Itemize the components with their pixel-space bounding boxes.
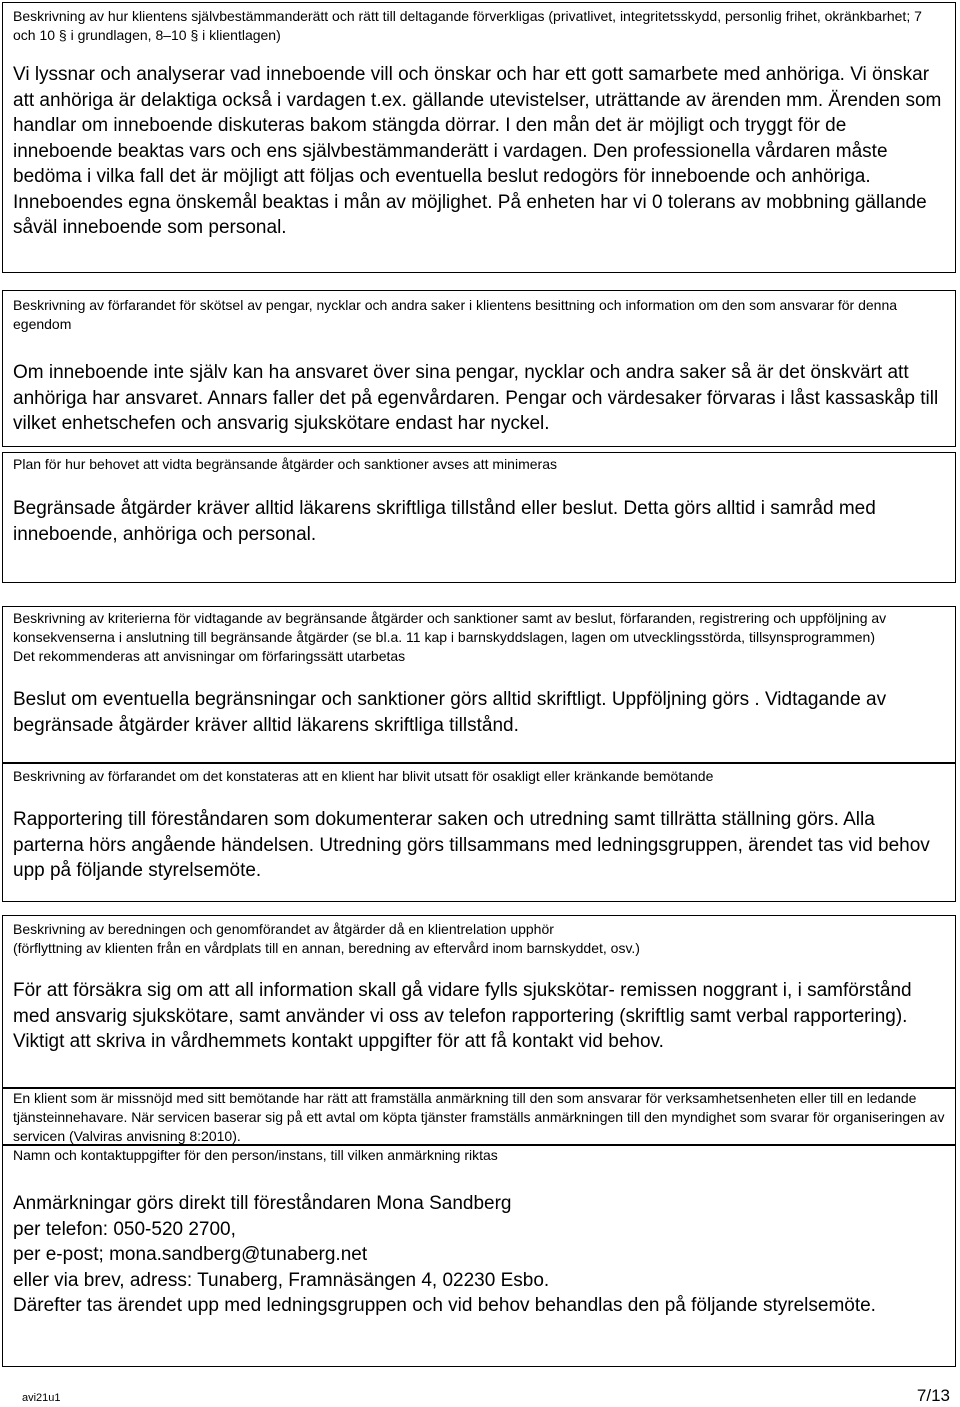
contact-line: Anmärkningar görs direkt till föreståndaren Mona Sandberg xyxy=(13,1193,512,1214)
section-subheading: (förflyttning av klienten från en vårdplats till en annan, beredning av eftervård inom barnskyddet, osv.) xyxy=(13,940,640,956)
section-heading: Beskrivning av kriterierna för vidtagande av begränsande åtgärder och sanktioner samt av beslut, förfaranden, registrering och uppföljning av konsekvenserna i anslutning till begränsande åtgärder (se bl.a. 11 kap i barnskyddslagen, lagen om utvecklingsstörda, tillsynsprogrammen) xyxy=(13,610,887,645)
document-id: avi21u1 xyxy=(22,1392,61,1404)
section-heading: Beskrivning av hur klientens självbestämmanderätt och rätt till deltagande förverkligas (privatlivet, integritetsskydd, personlig frihet, okränkbarhet; 7 och 10 § i grundlagen, 8–10 § i klientlagen) xyxy=(13,8,922,43)
section-complaint-contact xyxy=(2,1145,956,1367)
section-subheading: Det rekommenderas att anvisningar om förfaringssätt utarbetas xyxy=(13,648,406,664)
page-number: 7/13 xyxy=(916,1386,950,1405)
section-mistreatment xyxy=(2,763,956,902)
section-heading: Beskrivning av förfarandet för skötsel av pengar, nycklar och andra saker i klientens besittning och information om den som ansvarar för denna egendom xyxy=(13,297,898,332)
section-heading: Beskrivning av beredningen och genomförandet av åtgärder då en klientrelation upphör xyxy=(13,921,554,937)
section-body: Vi lyssnar och analyserar vad inneboende vill och önskar och har ett gott samarbete med anhöriga. Vi önskar att anhöriga är delaktiga också i vardagen t.ex. gällande utevistelser, uträttande av ärenden mm. Ärenden som handlar om inneboende diskuteras bakom stängda dörrar. I den mån det är möjligt och tryggt för de inneboende beaktas vars och ens självbestämmanderätt i vardagen. Den professionella vårdaren måste bedöma i vilka fall det är möjligt att följas och eventuella beslut redogörs för inneboende och anhöriga. Inneboendes egna önskemål beaktas i mån av möjlighet. På enheten har vi 0 tolerans av mobbning gällande såväl inneboende som personal. xyxy=(13,64,942,238)
section-heading: En klient som är missnöjd med sitt bemötande har rätt att framställa anmärkning till den som ansvarar för verksamhetsenheten eller till en ledande tjänsteinnehavare. När servicen baserar sig på ett avtal om köpta tjänster framställs anmärkningen till den myndighet som svarar för organiseringen av servicen (Valviras anvisning 8:2010). xyxy=(13,1090,945,1144)
section-body: Om inneboende inte själv kan ha ansvaret över sina pengar, nycklar och andra saker så är det önskvärt att anhöriga har ansvaret. Annars faller det på egenvårdaren. Pengar och värdesaker förvaras i låst kassaskåp till vilket enhetschefen och ansvarig sjukskötare endast har nyckel. xyxy=(13,362,939,434)
section-heading: Namn och kontaktuppgifter för den person/instans, till vilken anmärkning riktas xyxy=(13,1147,498,1163)
section-body: Beslut om eventuella begränsningar och sanktioner görs alltid skriftligt. Uppföljning görs . Vidtagande av begränsade åtgärder kräver alltid läkarens skriftliga tillstånd. xyxy=(13,689,887,736)
section-body: Begränsade åtgärder kräver alltid läkarens skriftliga tillstånd eller beslut. Detta görs alltid i samråd med inneboende, anhöriga och personal. xyxy=(13,498,876,545)
contact-address: eller via brev, adress: Tunaberg, Framnäsängen 4, 02230 Esbo. xyxy=(13,1269,550,1291)
section-self-determination xyxy=(2,2,956,273)
section-property-handling xyxy=(2,290,956,447)
section-complaint-right xyxy=(2,1088,956,1145)
contact-followup: Därefter tas ärendet upp med ledningsgruppen och vid behov behandlas den på följande styrelsemöte. xyxy=(13,1295,876,1316)
section-heading: Beskrivning av förfarandet om det konstateras att en klient har blivit utsatt för osakligt eller kränkande bemötande xyxy=(13,768,714,784)
contact-phone: per telefon: 050-520 2700, xyxy=(13,1218,236,1240)
contact-email: per e-post; mona.sandberg@tunaberg.net xyxy=(13,1244,368,1265)
section-minimize-restrictions xyxy=(2,452,956,583)
section-body: Rapportering till föreståndaren som dokumenterar saken och utredning samt tillrätta ställning görs. Alla parterna hörs angående händelsen. Utredning görs tillsammans med ledningsgruppen, ärendet tas vid behov upp på följande styrelsemöte. xyxy=(13,809,930,881)
section-heading: Plan för hur behovet att vidta begränsande åtgärder och sanktioner avses att minimeras xyxy=(13,456,557,472)
section-restriction-criteria xyxy=(2,606,956,763)
section-body: För att försäkra sig om att all information skall gå vidare fylls sjukskötar- remissen noggrant i, i samförstånd med ansvarig sjukskötare, samt använder vi oss av telefon rapportering (skriftlig samt verbal rapportering). Viktigt att skriva in vårdhemmets kontakt uppgifter för att få kontakt vid behov. xyxy=(13,980,912,1052)
section-relation-end xyxy=(2,915,956,1088)
